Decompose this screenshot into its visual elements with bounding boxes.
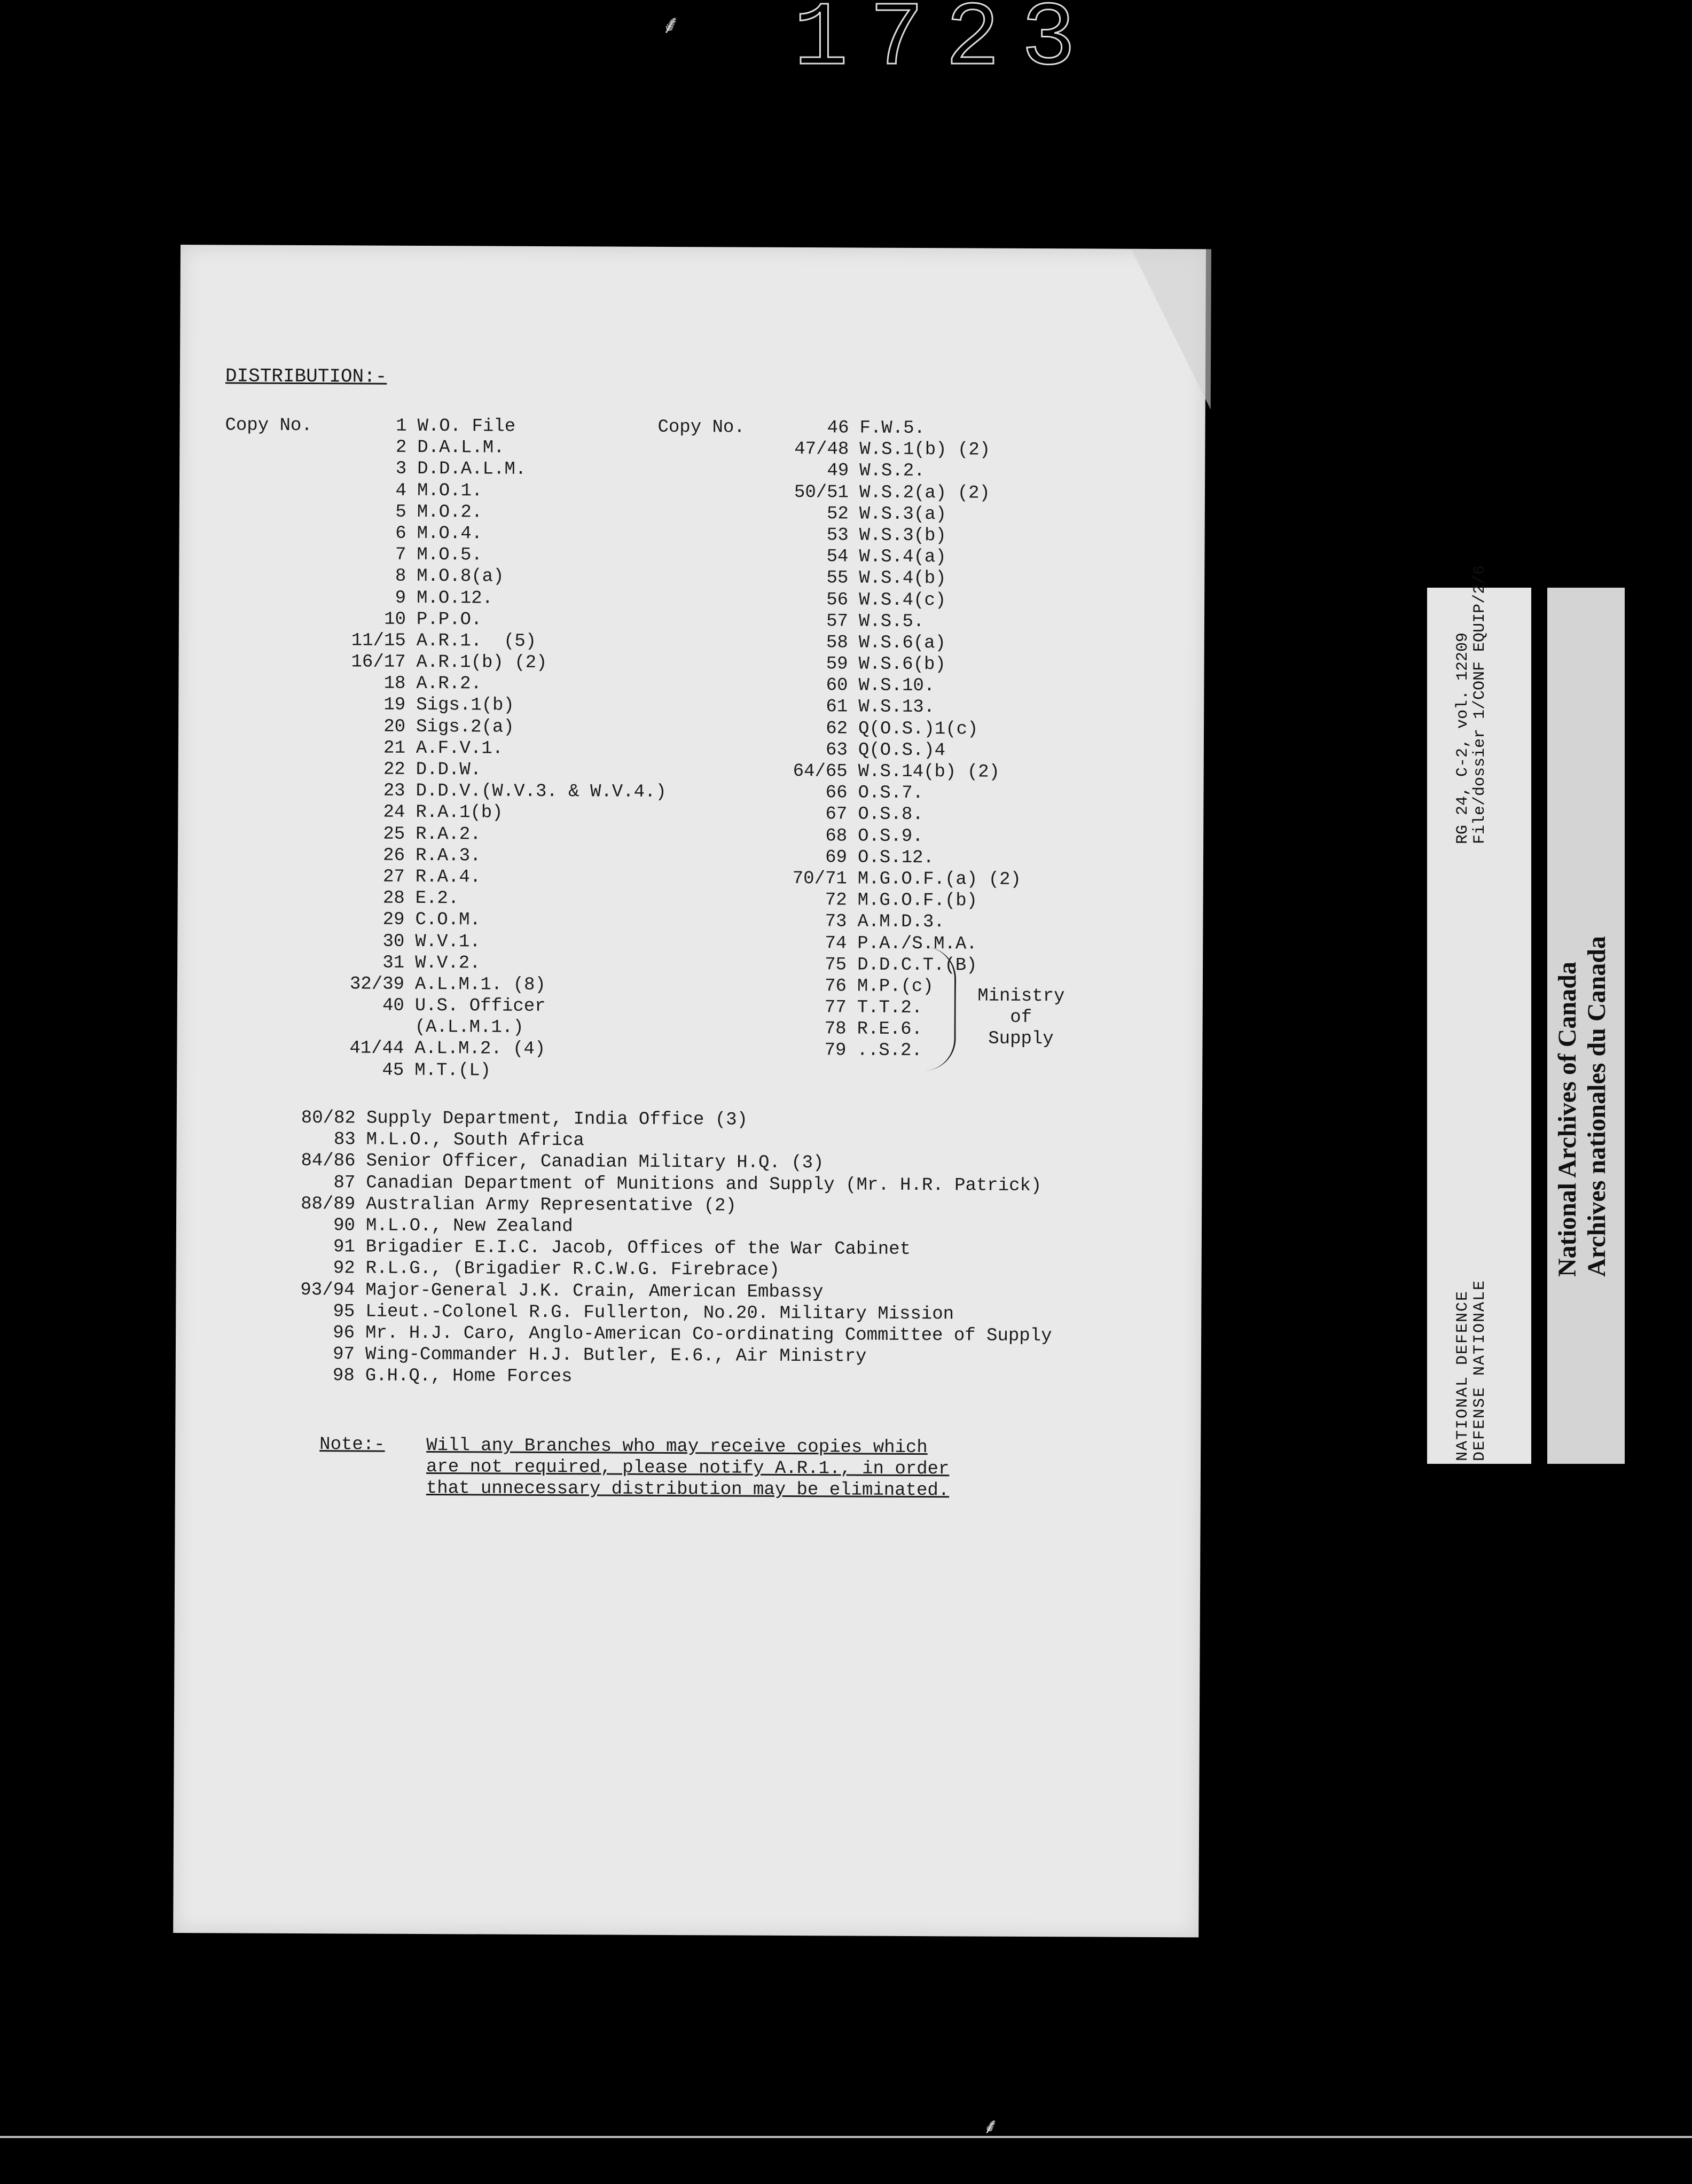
copy-number: 28 [382, 888, 405, 909]
copy-row [224, 694, 662, 717]
copy-number: 20 [383, 716, 406, 737]
recipient: C.O.M. [415, 910, 481, 931]
recipient: Mr. H.J. Caro, Anglo-American Co-ordinating Committee of Supply [365, 1323, 1052, 1347]
recipient: W.S.5. [858, 611, 925, 632]
copy-row [223, 994, 661, 1018]
archives-name-line: National Archives of Canada [1553, 962, 1581, 1277]
frame-number [758, 0, 1132, 91]
recipient: M.O.5. [417, 545, 482, 566]
recipient: Supply Department, India Office (3) [366, 1108, 748, 1130]
copy-number: 19 [383, 695, 406, 716]
note-body [426, 1435, 1014, 1502]
copy-number: 27 [382, 867, 405, 887]
copy-row [225, 458, 663, 481]
copy-row [223, 844, 661, 868]
copy-row [223, 887, 661, 910]
recipient: Sigs.1(b) [416, 695, 514, 716]
right-copy-column [655, 417, 1138, 1063]
recipient: D.A.L.M. [417, 438, 505, 458]
copy-number: 11/15 [351, 630, 406, 651]
copy-row [224, 673, 662, 696]
recipient: R.L.G., (Brigadier R.C.W.G. Firebrace) [365, 1258, 780, 1281]
archives-name-line: Archives nationales du Canada [1583, 936, 1611, 1277]
copy-number: 77 [824, 997, 847, 1018]
archive-label-strip [1427, 565, 1625, 1464]
copy-row [655, 910, 1136, 934]
copy-row [224, 651, 662, 674]
copy-number: 64/65 [793, 761, 848, 782]
recipient: M.P.(c) [857, 976, 934, 997]
film-edge-line [0, 2136, 1692, 2138]
recipient: Australian Army Representative (2) [366, 1194, 737, 1216]
copy-row [657, 459, 1138, 483]
copy-number: 76 [825, 976, 847, 997]
recipient: W.S.2. [859, 461, 925, 482]
copy-row [656, 824, 1137, 848]
recipient: Brigadier E.I.C. Jacob, Offices of the War Cabinet [365, 1237, 911, 1260]
copy-number: 96 [333, 1323, 355, 1344]
recipient: D.D.C.T.(B) [857, 955, 977, 976]
copy-row [224, 758, 662, 782]
recipient: D.D.W. [416, 759, 482, 781]
copy-number: 83 [333, 1129, 356, 1150]
copy-row [657, 524, 1138, 548]
copy-row [223, 951, 661, 975]
copy-number: 32/39 [349, 974, 405, 995]
copy-row [224, 715, 662, 739]
copy-number: 70/71 [792, 868, 847, 890]
copy-row [223, 1016, 661, 1040]
recipient: T.T.2. [857, 997, 923, 1019]
copy-row [657, 481, 1138, 504]
recipient: W.S.13. [858, 697, 935, 718]
recipient: Wing-Commander H.J. Butler, E.6., Air Ministry [365, 1344, 867, 1367]
copy-number: 54 [826, 547, 849, 567]
scratch-mark: ⸙ [661, 11, 681, 39]
recipient: Q(O.S.)1(c) [858, 719, 978, 740]
copy-row [224, 737, 662, 760]
recipient: P.A./S.M.A. [857, 933, 977, 955]
copy-number: 18 [383, 673, 406, 695]
film-scratch-mark: ⸙ [983, 2114, 999, 2138]
recipient: R.A.2. [416, 824, 481, 845]
copy-number: 49 [827, 461, 849, 481]
ministry-label-line: Ministry [977, 986, 1065, 1007]
copy-number: 2 [395, 437, 407, 458]
copy-row [656, 696, 1137, 719]
recipient: D.D.A.L.M. [417, 459, 527, 480]
copy-number: 50/51 [794, 482, 849, 503]
copy-row [657, 610, 1138, 634]
recipient: A.M.D.3. [857, 911, 945, 933]
copy-row [225, 501, 663, 524]
recipient: Sigs.2(a) [416, 716, 514, 738]
recipient: M.O.4. [417, 523, 483, 544]
copy-number: 4 [395, 480, 407, 501]
copy-number: 98 [332, 1366, 355, 1386]
recipient: M.O.12. [417, 588, 494, 609]
copy-number: 68 [825, 825, 848, 847]
copy-row [657, 417, 1138, 440]
copy-row [655, 954, 1136, 977]
copy-number: 92 [333, 1258, 355, 1279]
ministry-label-line: Supply [988, 1028, 1054, 1050]
recipient: P.P.O. [416, 609, 482, 630]
copy-number [314, 1016, 404, 1017]
copy-number: 10 [384, 609, 406, 630]
copy-row [656, 760, 1137, 784]
recipient: Senior Officer, Canadian Military H.Q. (3) [366, 1151, 824, 1174]
copy-number: 59 [826, 654, 848, 675]
recipient: W.S.14(b) (2) [858, 761, 1000, 783]
copy-number-label: Copy No. [225, 415, 312, 436]
recipient: R.A.4. [415, 867, 481, 888]
copy-row [223, 865, 661, 889]
note-line: are not required, please notify A.R.1., in order [426, 1457, 950, 1480]
copy-number: 21 [383, 738, 405, 759]
recipient: W.S.10. [858, 675, 935, 697]
recipient: A.R.1. (5) [416, 630, 537, 652]
copy-number: 63 [825, 740, 848, 761]
recipient: W.O. File [417, 416, 516, 437]
external-distribution-list [221, 1107, 1184, 1390]
recipient: M.T.(L) [414, 1060, 491, 1081]
recipient: W.V.2. [415, 953, 481, 974]
copy-number: 97 [333, 1344, 355, 1365]
recipient: W.V.1. [415, 931, 481, 952]
copy-number: 66 [825, 783, 848, 804]
copy-number: 57 [826, 611, 849, 632]
recipient: W.S.4(c) [859, 590, 946, 611]
copy-row [223, 801, 661, 825]
recipient: R.A.3. [415, 845, 481, 867]
recipient: M.L.O., New Zealand [365, 1215, 573, 1237]
recipient: O.S.8. [858, 804, 923, 825]
copy-number: 84/86 [301, 1151, 356, 1172]
copy-row [223, 973, 661, 996]
recipient: W.S.4(b) [859, 568, 946, 589]
copy-number: 74 [825, 933, 847, 954]
recipient: M.O.8(a) [417, 566, 504, 587]
copy-number: 47/48 [794, 439, 849, 460]
copy-row [657, 545, 1138, 569]
copy-row [656, 653, 1137, 676]
copy-row [225, 436, 663, 460]
copy-number: 7 [395, 544, 406, 565]
copy-number: 93/94 [300, 1280, 355, 1300]
copy-number: 72 [825, 890, 847, 911]
copy-number: 52 [826, 504, 849, 525]
copy-row [221, 1365, 1182, 1391]
copy-number: 22 [383, 759, 405, 780]
recipient: E.2. [415, 888, 459, 909]
copy-row [657, 567, 1138, 590]
copy-number: 26 [383, 845, 405, 866]
recipient: W.S.1(b) (2) [859, 439, 991, 461]
copy-row [222, 1038, 660, 1061]
copy-number: 79 [824, 1040, 847, 1061]
copy-row [225, 479, 663, 503]
ministry-of-supply-label [962, 985, 1080, 1050]
recipient: A.L.M.2. (4) [414, 1039, 546, 1060]
copy-number: 23 [383, 781, 405, 802]
document-sheet [173, 245, 1206, 1937]
frame-number-text: 1723 [793, 0, 1098, 91]
recipient: Lieut.-Colonel R.G. Fullerton, No.20. Military Mission [365, 1301, 954, 1325]
ministry-bracket [922, 947, 956, 1071]
copy-number: 8 [395, 566, 406, 587]
copy-number: 6 [395, 523, 406, 544]
copy-row [225, 415, 663, 438]
copy-number: 9 [395, 588, 406, 609]
distribution-heading: DISTRIBUTION:- [225, 365, 387, 388]
copy-number: 40 [382, 995, 404, 1016]
recipient: R.E.6. [857, 1019, 923, 1040]
recipient: W.S.6(b) [858, 654, 946, 675]
recipient: U.S. Officer [414, 995, 546, 1017]
recipient: M.G.O.F.(a) (2) [857, 869, 1021, 890]
copy-row [222, 1059, 660, 1082]
recipient: R.A.1(b) [416, 802, 503, 824]
copy-row [224, 543, 662, 567]
copy-number: 16/17 [351, 652, 406, 673]
copy-row [223, 780, 667, 804]
recipient: W.S.2(a) (2) [859, 482, 990, 504]
copy-row [656, 782, 1137, 805]
recipient: M.O.2. [417, 502, 483, 523]
copy-number-label: Copy No. [657, 417, 745, 438]
copy-row [224, 587, 662, 610]
copy-row [657, 588, 1138, 612]
copy-row [656, 717, 1137, 741]
note-line: Will any Branches who may receive copies which [426, 1436, 928, 1458]
copy-number: 90 [333, 1215, 356, 1236]
strip-divider [1531, 588, 1547, 1464]
copy-number: 61 [826, 697, 848, 717]
copy-number: 58 [826, 633, 848, 653]
copy-number: 87 [333, 1172, 356, 1194]
copy-number: 55 [826, 568, 849, 589]
recipient: A.R.1(b) (2) [416, 652, 547, 674]
recipient: M.O.1. [417, 480, 483, 502]
recipient: A.L.M.1. (8) [414, 974, 546, 995]
copy-row [656, 739, 1137, 762]
left-copy-column [222, 415, 667, 1082]
recipient: F.W.5. [859, 418, 926, 439]
copy-number: 41/44 [349, 1038, 404, 1059]
copy-number: 31 [382, 953, 405, 973]
copy-row [655, 932, 1136, 955]
copy-row [223, 909, 661, 932]
copy-number: 62 [826, 718, 848, 739]
copy-number: 1 [396, 416, 407, 436]
copy-number: 24 [383, 802, 405, 823]
copy-number: 95 [333, 1301, 355, 1322]
copy-row [656, 674, 1137, 698]
recipient: W.S.3(a) [859, 504, 947, 525]
recipient: M.L.O., South Africa [366, 1129, 584, 1151]
recipient: (A.L.M.1.) [414, 1017, 524, 1039]
recipient: W.S.6(a) [858, 633, 946, 654]
copy-number: 56 [826, 589, 849, 610]
recipient: D.D.V.(W.V.3. & W.V.4.) [416, 781, 667, 803]
copy-row [657, 631, 1138, 655]
copy-number: 75 [825, 954, 847, 976]
copy-row [657, 503, 1138, 526]
copy-number: 60 [826, 675, 848, 696]
recipient: A.R.2. [416, 674, 482, 695]
recipient: W.S.3(b) [859, 525, 946, 547]
copy-number: 53 [826, 525, 849, 546]
copy-number: 30 [382, 931, 405, 952]
copy-row [656, 889, 1137, 912]
recipient: G.H.Q., Home Forces [365, 1366, 573, 1387]
copy-row [657, 438, 1138, 462]
copy-row [225, 522, 663, 545]
recipient: W.S.4(a) [859, 547, 946, 568]
department-name-line: NATIONAL DEFENCE [1454, 1290, 1472, 1461]
recipient: O.S.7. [858, 783, 924, 804]
copy-number: 73 [825, 911, 847, 932]
copy-row [224, 608, 662, 631]
recipient: A.F.V.1. [416, 738, 504, 759]
copy-number: 88/89 [301, 1194, 356, 1215]
copy-row [656, 846, 1137, 870]
copy-row [223, 823, 661, 846]
folded-corner [1131, 249, 1211, 410]
copy-number: 80/82 [301, 1108, 356, 1129]
copy-row [224, 629, 662, 653]
recipient: O.S.9. [858, 826, 923, 847]
recipient: Major-General J.K. Crain, American Embassy [365, 1280, 824, 1302]
archive-reference-line: RG 24, C-2, vol. 12209 [1454, 632, 1472, 844]
copy-number: 78 [824, 1019, 847, 1040]
copy-number: 3 [395, 459, 407, 480]
copy-row [224, 565, 662, 589]
recipient: M.G.O.F.(b) [857, 890, 978, 911]
copy-number: 91 [333, 1237, 355, 1258]
copy-row [656, 868, 1137, 891]
copy-row [223, 930, 661, 954]
ministry-label-line: of [1010, 1007, 1032, 1028]
recipient: Q(O.S.)4 [858, 740, 946, 761]
copy-number: 29 [382, 909, 405, 931]
recipient: Canadian Department of Munitions and Supply (Mr. H.R. Patrick) [366, 1173, 1042, 1196]
department-name-line: DEFENSE NATIONALE [1471, 1279, 1489, 1461]
copy-number: 67 [825, 804, 848, 825]
copy-row [656, 803, 1137, 826]
copy-number: 45 [382, 1060, 404, 1081]
archive-reference-line: File/dossier 1/CONF EQUIP/2/6 [1471, 565, 1489, 844]
recipient: ..S.2. [857, 1040, 922, 1062]
copy-number: 46 [827, 418, 849, 439]
copy-number: 25 [383, 824, 405, 845]
copy-number: 5 [395, 502, 406, 522]
copy-number: 69 [825, 847, 848, 868]
note-label: Note:- [319, 1434, 385, 1455]
note-line: that unnecessary distribution may be eliminated. [426, 1478, 950, 1501]
recipient: O.S.12. [857, 847, 934, 868]
